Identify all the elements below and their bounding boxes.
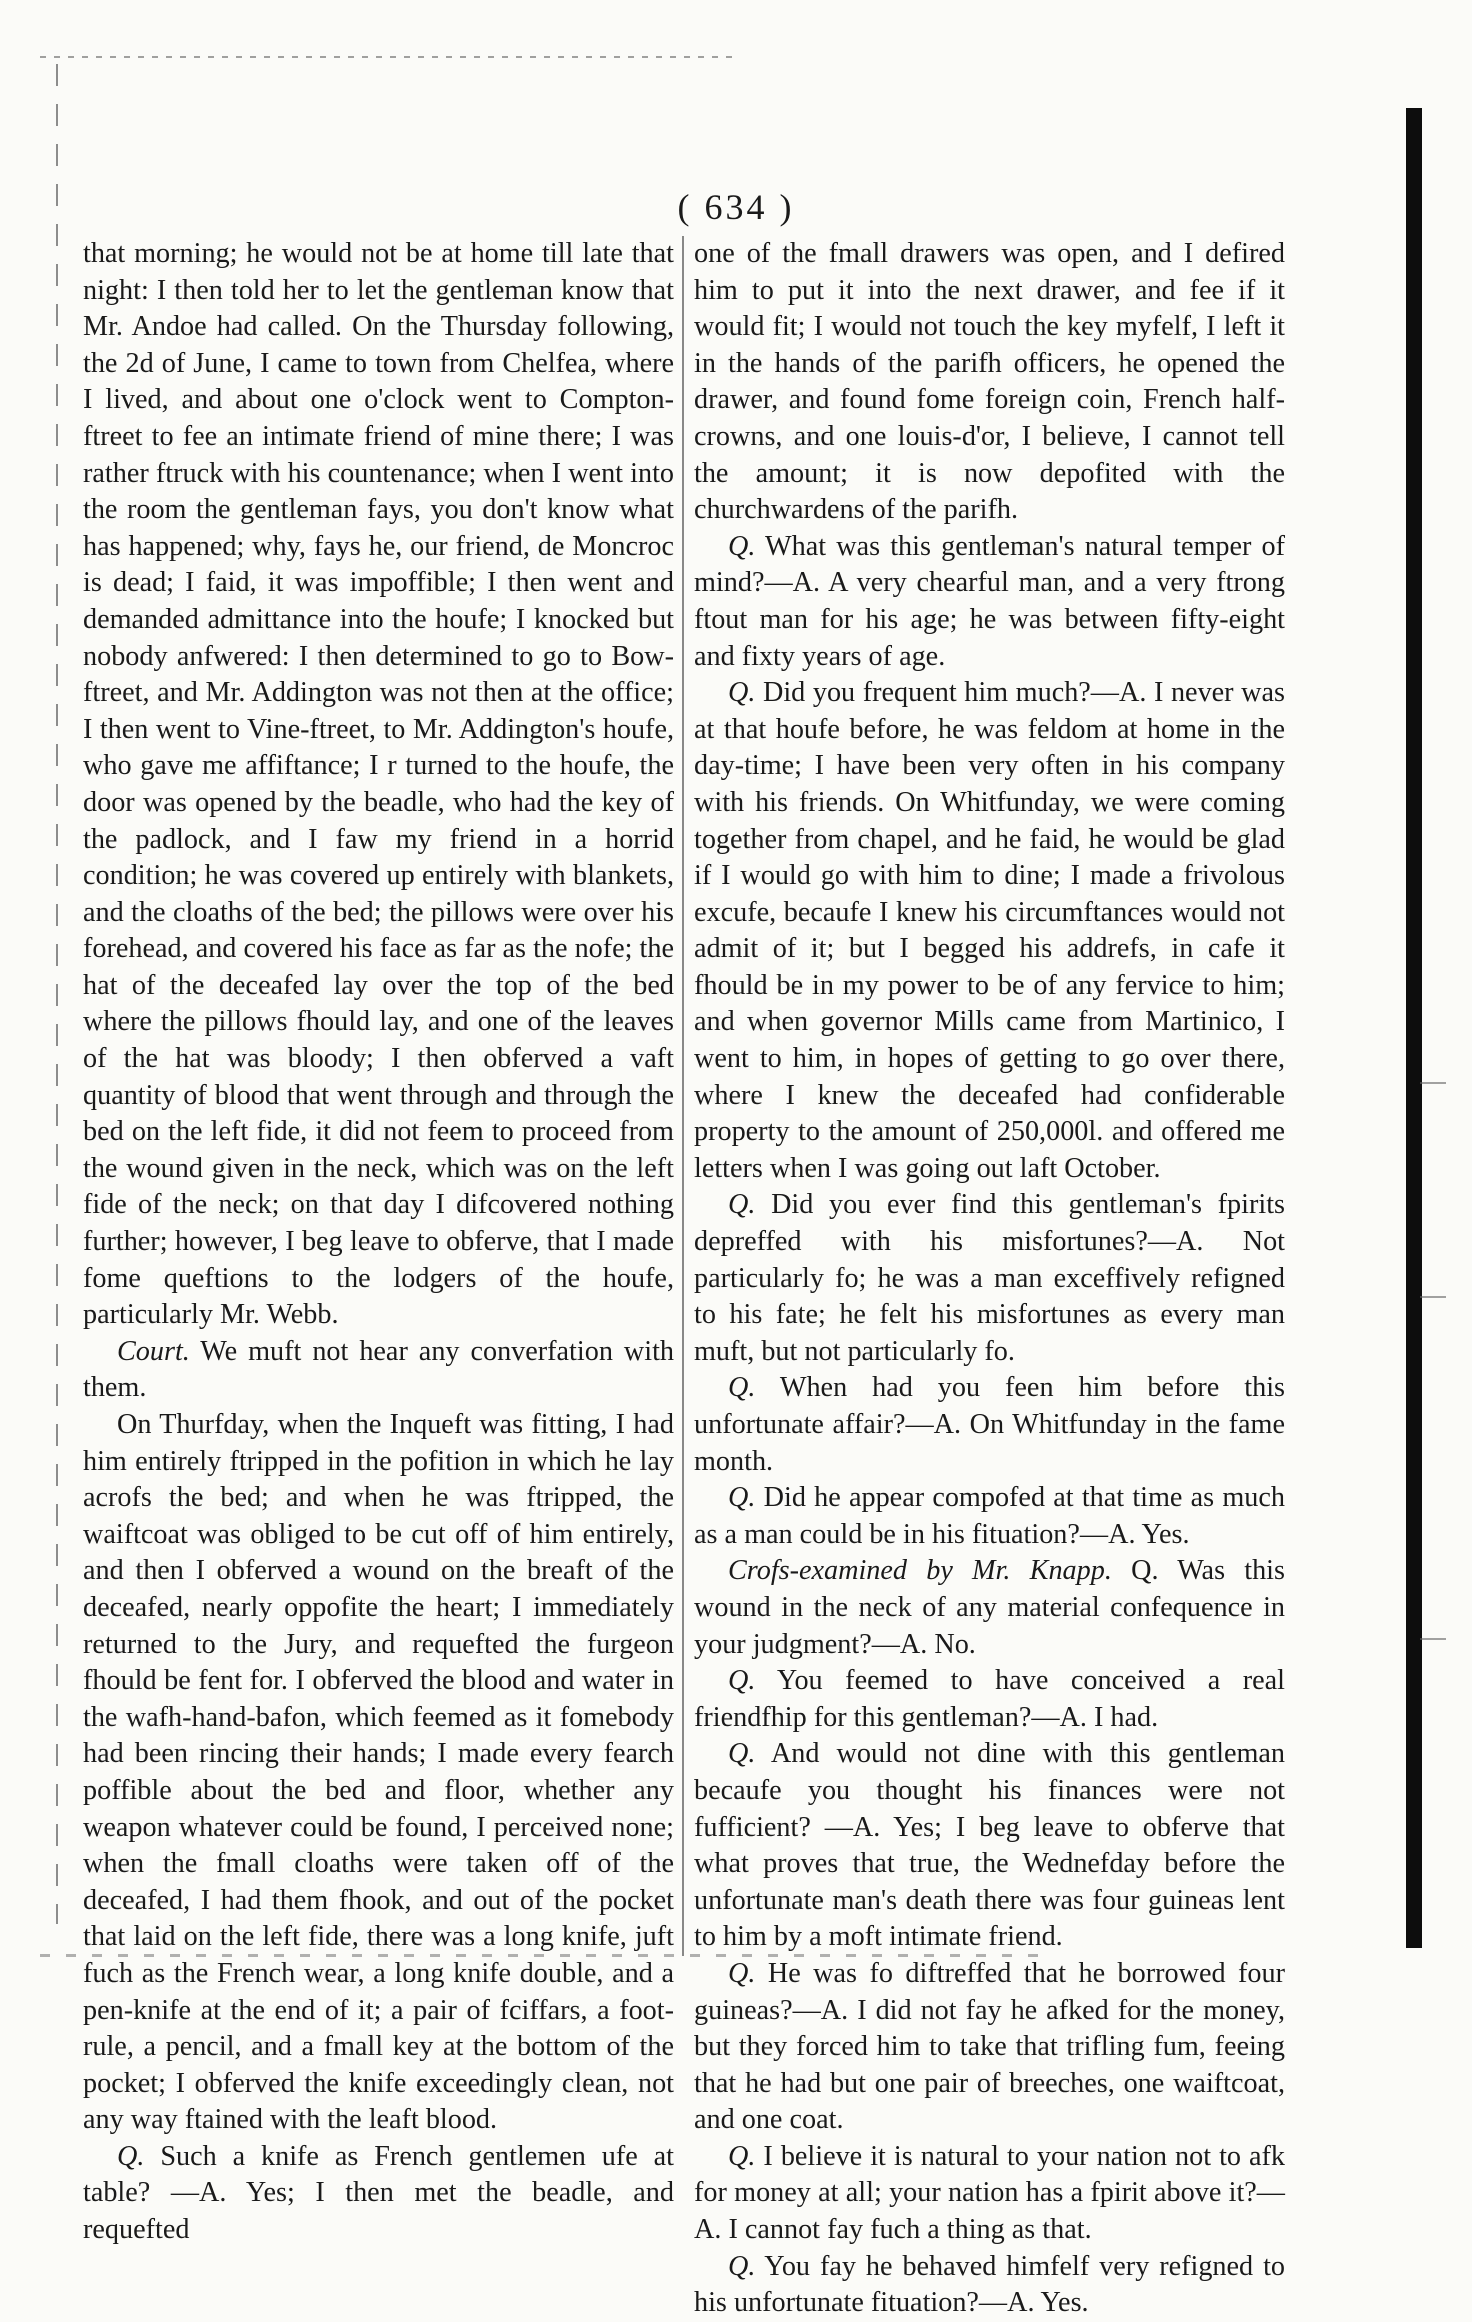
column-divider — [682, 236, 684, 1956]
speaker-label: Q. — [728, 1372, 756, 1404]
paragraph — [694, 2249, 1285, 2322]
scan-artifact-right-bar — [1406, 108, 1422, 1948]
paragraph-text: that morning; he would not be at home till late that night: I then told her to let the gentleman know that Mr. Andoe had called. On the Thursday following, the 2d of June, I came to town from Chelfea, where I lived, and about one o'clock went to Compton-ftreet to fee an intimate friend of mine there; I was rather ftruck with his countenance; when I went into the room the gentleman fays, you don't know what has happened; why, fays he, our friend, de Moncroc is dead; I faid, it was impoffible; I then went and demanded admittance into the houfe; I knocked but nobody anfwered: I then determined to go to Bow-ftreet, and Mr. Addington was not then at the office; I then went to Vine-ftreet, to Mr. Addington's houfe, who gave me affiftance; I r turned to the houfe, the door was opened by the beadle, who had the key of the padlock, and I faw my friend in a horrid condition; he was covered up entirely with blankets, and the cloaths of the bed; the pillows were over his forehead, and covered his face as far as the nofe; the hat of the deceafed lay over the top of the bed where the pillows fhould lay, and one of the leaves of the hat was bloody; I then obferved a vaft quantity of blood that went through and through the bed on the left fide, it did not feem to proceed from the wound given in the neck, which was on the left fide of the neck; on that day I difcovered nothing further; however, I beg leave to obferve, that I made fome queftions to the lodgers of the houfe, particularly Mr. Webb. — [83, 238, 674, 1331]
margin-mark — [1420, 1082, 1446, 1084]
paragraph-text: Q. Was this wound in the neck of any material confequence in your judgment?—A. No. — [694, 1555, 1285, 1660]
paragraph-text: You feemed to have conceived a real friendfhip for this gentleman?—A. I had. — [694, 1665, 1285, 1733]
margin-mark — [1420, 1638, 1446, 1640]
speaker-label: Q. — [728, 2250, 756, 2282]
paragraph-text: What was this gentleman's natural temper of mind?—A. A very chearful man, and a very ftrong ftout man for his age; he was between fifty-eight and fixty years of age. — [694, 530, 1285, 672]
paragraph — [694, 1956, 1285, 2139]
speaker-label: Q. — [728, 1738, 756, 1770]
speaker-label: Q. — [728, 1482, 756, 1514]
paragraph-text: Did he appear compofed at that time as much as a man could be in his fituation?—A. Yes. — [694, 1482, 1285, 1550]
paragraph — [694, 1663, 1285, 1736]
paragraph-text: We muft not hear any converfation with them. — [83, 1335, 674, 1404]
paragraph — [694, 1736, 1285, 1956]
paragraph — [694, 1187, 1285, 1370]
speaker-label: Q. — [728, 677, 756, 709]
paragraph — [694, 1553, 1285, 1663]
paragraph — [83, 1334, 674, 1407]
paragraph — [83, 2139, 674, 2249]
paragraph — [694, 529, 1285, 675]
paragraph — [694, 236, 1285, 529]
paragraph-text: And would not dine with this gentleman becaufe you thought his finances were not fufficient? —A. Yes; I beg leave to obferve that what proves that true, the Wednefday before the unfortunate man's death there was four guineas lent to him by a moft intimate friend. — [694, 1738, 1285, 1953]
page-number: ( 634 ) — [677, 187, 795, 227]
paragraph-text: He was fo diftreffed that he borrowed four guineas?—A. I did not fay he afked for the money, but they forced him to take that trifling fum, feeing that he had but one pair of breeches, one waiftcoat, and one coat. — [694, 1957, 1285, 2136]
right-column — [694, 236, 1285, 2322]
scan-artifact-left-edge — [56, 64, 58, 1924]
speaker-label: Crofs-examined by Mr. Knapp. — [728, 1555, 1112, 1587]
paragraph — [694, 1480, 1285, 1553]
paragraph-text: I believe it is natural to your nation not to afk for money at all; your nation has a fpirit above it?—A. I cannot fay fuch a thing as that. — [694, 2140, 1285, 2246]
paragraph-text: Did you frequent him much?—A. I never was at that houfe before, he was feldom at home in the day-time; I have been very often in his company with his friends. On Whitfunday, we were coming together from chapel, and he faid, he would be glad if I would go with him to dine; I made a frivolous excufe, becaufe I knew his circumftances would not admit of it; but I begged his addrefs, in cafe it fhould be in my power to be of any fervice to him; and when governor Mills came from Martinico, I went to him, in hopes of getting to go over there, where I knew the deceafed had confiderable property to the amount of 250,000l. and offered me letters when I was going out laft October. — [694, 677, 1285, 1184]
speaker-label: Q. — [728, 2140, 756, 2172]
paragraph — [694, 2139, 1285, 2249]
speaker-label: Q. — [728, 1665, 756, 1697]
scan-artifact-top — [40, 56, 740, 58]
paragraph — [83, 236, 674, 1334]
speaker-label: Court. — [117, 1335, 190, 1367]
paragraph — [694, 1370, 1285, 1480]
paragraph-text: Did you ever find this gentleman's fpirits depreffed with his misfortunes?—A. Not particularly fo; he was a man exceffively refigned to his fate; he felt his misfortunes as every man muft, but not particularly fo. — [694, 1189, 1285, 1367]
speaker-label: Q. — [728, 1189, 756, 1221]
speaker-label: Q. — [728, 530, 756, 562]
paragraph-text: You fay he behaved himfelf very refigned to his unfortunate fituation?—A. Yes. — [694, 2250, 1285, 2319]
paragraph-text: When had you feen him before this unfortunate affair?—A. On Whitfunday in the fame month. — [694, 1372, 1285, 1477]
speaker-label: Q. — [117, 2140, 145, 2172]
paragraph-text: On Thurfday, when the Inqueft was fitting, I had him entirely ftripped in the pofition in which he lay acrofs the bed; and when he was ftripped, the waiftcoat was obliged to be cut off of him entirely, and then I obferved a wound on the breaft of the deceafed, nearly oppofite the heart; I immediately returned to the Jury, and requefted the furgeon fhould be fent for. I obferved the blood and water in the wafh-hand-bafon, which feemed as it fomebody had been rincing their hands; I made every fearch poffible about the bed and floor, whether any weapon whatever could be found, I perceived none; when the fmall cloaths were taken off of the deceafed, I had them fhook, and out of the pocket that laid on the left fide, there was a long knife, juft fuch as the French wear, a long knife double, and a pen-knife at the end of it; a pair of fciffars, a foot-rule, a pencil, and a fmall key at the bottom of the pocket; I obferved the knife exceedingly clean, not any way ftained with the leaft blood. — [83, 1409, 674, 2136]
margin-mark — [1420, 1296, 1446, 1298]
paragraph — [83, 1407, 674, 2139]
paragraph-text: Such a knife as French gentlemen ufe at table? —A. Yes; I then met the beadle, and requefted — [83, 2140, 674, 2246]
speaker-label: Q. — [728, 1957, 756, 1989]
left-column — [83, 236, 674, 2249]
paragraph-text: one of the fmall drawers was open, and I defired him to put it into the next drawer, and fee if it would fit; I would not touch the key myfelf, I left it in the hands of the parifh officers, he opened the drawer, and found fome foreign coin, French half-crowns, and one louis-d'or, I believe, I cannot tell the amount; it is now depofited with the churchwardens of the parifh. — [694, 238, 1285, 526]
paragraph — [694, 675, 1285, 1187]
